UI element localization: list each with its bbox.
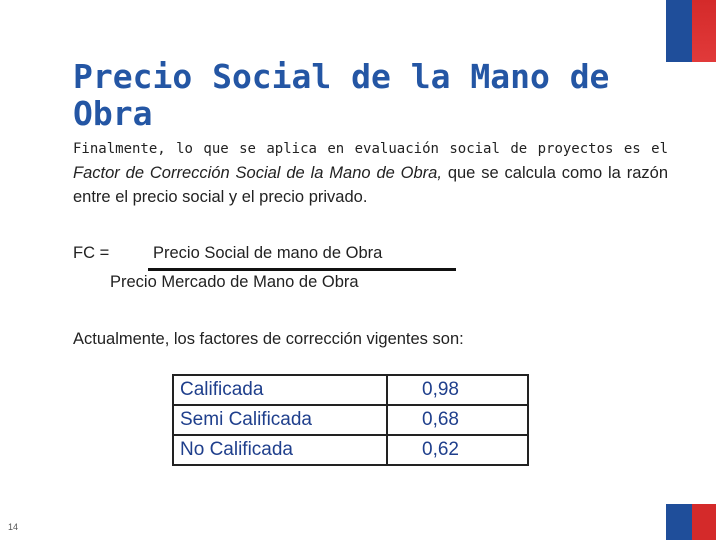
fraction-bar — [148, 268, 456, 271]
flag-red-stripe — [692, 0, 716, 62]
paragraph-emphasis-text: Factor de Corrección Social de la Mano de Obra, — [73, 164, 442, 182]
formula-denominator: Precio Mercado de Mano de Obra — [110, 273, 359, 291]
table-cell-value: 0,62 — [387, 435, 528, 465]
table-cell-category: Semi Calificada — [173, 405, 387, 435]
table-row — [173, 375, 528, 405]
flag-blue-stripe — [666, 0, 692, 62]
slide-title: Precio Social de la Mano de Obra — [73, 57, 610, 133]
page-number: 14 — [8, 522, 19, 532]
table-row — [173, 405, 528, 435]
body-paragraph — [73, 136, 668, 209]
flag-decoration-top — [666, 0, 716, 62]
flag-red-stripe — [692, 504, 716, 540]
flag-blue-stripe — [666, 504, 692, 540]
table-row — [173, 435, 528, 465]
formula-label: FC = — [73, 244, 110, 262]
table-cell-value: 0,68 — [387, 405, 528, 435]
table-cell-category: No Calificada — [173, 435, 387, 465]
table-cell-category: Calificada — [173, 375, 387, 405]
table-cell-value: 0,98 — [387, 375, 528, 405]
factors-table — [172, 374, 529, 466]
formula-numerator: Precio Social de mano de Obra — [153, 244, 383, 262]
paragraph-end-text: que se calcula como la razón entre el precio social y el precio privado. — [73, 164, 669, 206]
paragraph-intro-text: Finalmente, lo que se aplica en evaluación social de proyectos es el — [73, 141, 668, 157]
factors-intro: Actualmente, los factores de corrección vigentes son: — [73, 330, 464, 348]
flag-decoration-bottom — [666, 504, 716, 540]
